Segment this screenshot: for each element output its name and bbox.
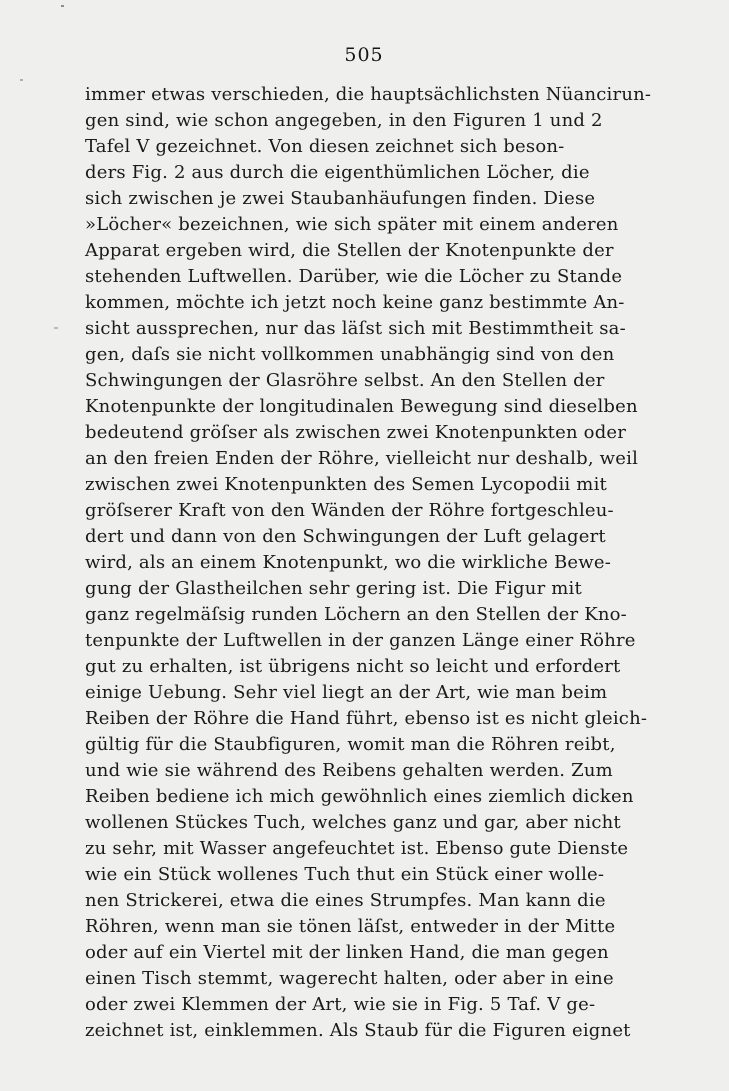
text-line: oder auf ein Viertel mit der linken Hand, die man gegen xyxy=(85,942,609,963)
text-line: stehenden Luftwellen. Darüber, wie die Löcher zu Stande xyxy=(85,266,623,287)
text-line: gut zu erhalten, ist übrigens nicht so leicht und erfordert xyxy=(85,656,621,677)
text-line: Röhren, wenn man sie tönen läſst, entweder in der Mitte xyxy=(85,916,616,937)
page-number: 505 xyxy=(344,44,384,66)
scan-speck xyxy=(54,327,58,329)
text-line: sich zwischen je zwei Staubanhäufungen finden. Diese xyxy=(85,188,596,209)
text-line: an den freien Enden der Röhre, vielleicht nur deshalb, weil xyxy=(85,448,639,469)
text-line: dert und dann von den Schwingungen der Luft gelagert xyxy=(85,526,606,547)
text-line: ders Fig. 2 aus durch die eigenthümlichen Löcher, die xyxy=(85,162,590,183)
text-line: Tafel V gezeichnet. Von diesen zeichnet sich beson- xyxy=(85,136,565,157)
text-line: immer etwas verschieden, die hauptsächlichsten Nüancirun- xyxy=(85,84,652,105)
text-line: tenpunkte der Luftwellen in der ganzen Länge einer Röhre xyxy=(85,630,636,651)
text-line: Schwingungen der Glasröhre selbst. An den Stellen der xyxy=(85,370,605,391)
scan-speck xyxy=(20,79,23,81)
text-line: gröſserer Kraft von den Wänden der Röhre fortgeschleu- xyxy=(85,500,614,521)
text-line: bedeutend gröſser als zwischen zwei Knotenpunkten oder xyxy=(85,422,627,443)
text-line: sicht aussprechen, nur das läſst sich mit Bestimmtheit sa- xyxy=(85,318,626,339)
text-line: Reiben bediene ich mich gewöhnlich eines ziemlich dicken xyxy=(85,786,634,807)
text-line: wie ein Stück wollenes Tuch thut ein Stück einer wolle- xyxy=(85,864,605,885)
text-line: Apparat ergeben wird, die Stellen der Knotenpunkte der xyxy=(85,240,614,261)
body-text xyxy=(85,82,652,1044)
text-line: wollenen Stückes Tuch, welches ganz und gar, aber nicht xyxy=(85,812,621,833)
text-line: einen Tisch stemmt, wagerecht halten, oder aber in eine xyxy=(85,968,614,989)
text-line: und wie sie während des Reibens gehalten werden. Zum xyxy=(85,760,613,781)
text-line: kommen, möchte ich jetzt noch keine ganz bestimmte An- xyxy=(85,292,625,313)
text-line: Reiben der Röhre die Hand führt, ebenso ist es nicht gleich- xyxy=(85,708,648,729)
text-line: gültig für die Staubfiguren, womit man die Röhren reibt, xyxy=(85,734,616,755)
text-line: gen, daſs sie nicht vollkommen unabhängig sind von den xyxy=(85,344,615,365)
text-line: zeichnet ist, einklemmen. Als Staub für die Figuren eignet xyxy=(85,1020,631,1041)
text-line: ganz regelmäſsig runden Löchern an den Stellen der Kno- xyxy=(85,604,627,625)
text-line: gen sind, wie schon angegeben, in den Figuren 1 und 2 xyxy=(85,110,603,131)
text-line: zu sehr, mit Wasser angefeuchtet ist. Ebenso gute Dienste xyxy=(85,838,629,859)
text-line: oder zwei Klemmen der Art, wie sie in Fig. 5 Taf. V ge- xyxy=(85,994,596,1015)
text-line: gung der Glastheilchen sehr gering ist. Die Figur mit xyxy=(85,578,582,599)
text-line: wird, als an einem Knotenpunkt, wo die wirkliche Bewe- xyxy=(85,552,611,573)
text-line: zwischen zwei Knotenpunkten des Semen Lycopodii mit xyxy=(85,474,607,495)
text-line: Knotenpunkte der longitudinalen Bewegung sind dieselben xyxy=(85,396,638,417)
scan-speck xyxy=(61,5,64,7)
text-line: einige Uebung. Sehr viel liegt an der Art, wie man beim xyxy=(85,682,608,703)
text-line: nen Strickerei, etwa die eines Strumpfes. Man kann die xyxy=(85,890,606,911)
text-line: »Löcher« bezeichnen, wie sich später mit einem anderen xyxy=(85,214,619,235)
